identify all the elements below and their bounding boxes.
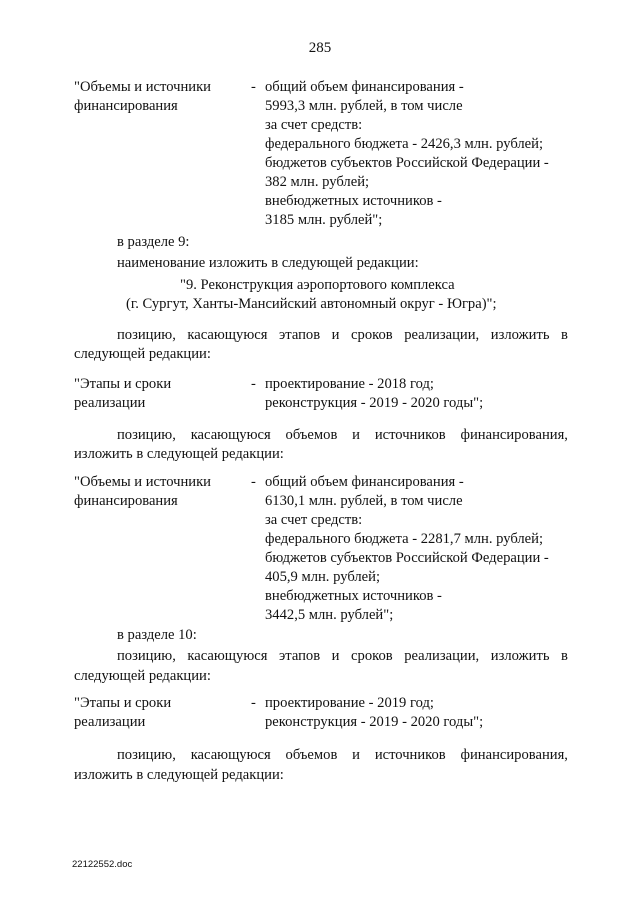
word: касающуюся [190, 427, 271, 443]
value-line: общий объем финансирования - [265, 79, 464, 95]
label-line: реализации [74, 714, 146, 730]
word: касающуюся [187, 648, 268, 664]
paragraph-stages-2 [117, 647, 568, 666]
value-line: проектирование - 2018 год; [265, 376, 434, 392]
word: сроков [351, 648, 393, 664]
word: позицию, [117, 747, 176, 763]
word: объемов [285, 747, 338, 763]
word: касающуюся [187, 327, 268, 343]
value-line: проектирование - 2019 год; [265, 695, 434, 711]
word: в [561, 648, 568, 664]
word: и [352, 427, 360, 443]
label-line: финансирования [74, 493, 178, 509]
dash: - [251, 79, 256, 95]
paragraph-volumes-1-line-2: изложить в следующей редакции: [74, 446, 284, 462]
value-line: 3442,5 млн. рублей"; [265, 607, 394, 623]
word: реализации, [404, 327, 480, 343]
word: позицию, [117, 648, 176, 664]
financing-label [74, 473, 249, 511]
word: источников [374, 747, 446, 763]
label-line: "Этапы и сроки [74, 695, 172, 711]
value-line: внебюджетных источников - [265, 588, 442, 604]
value-line: 3185 млн. рублей"; [265, 212, 383, 228]
label-line: реализации [74, 395, 146, 411]
paragraph-stages-2-line-2: следующей редакции: [74, 668, 211, 684]
value-line: федерального бюджета - 2281,7 млн. рублей; [265, 531, 544, 547]
value-line: 405,9 млн. рублей; [265, 569, 381, 585]
paragraph-volumes-2 [117, 746, 568, 765]
paragraph-volumes-1 [117, 426, 568, 445]
label-line: финансирования [74, 98, 178, 114]
value-line: 382 млн. рублей; [265, 174, 370, 190]
stages-value [265, 694, 483, 732]
label-line: "Объемы и источники [74, 79, 211, 95]
label-line: "Этапы и сроки [74, 376, 172, 392]
paragraph-stages-1 [117, 326, 568, 345]
value-line: 5993,3 млн. рублей, в том числе [265, 98, 463, 114]
value-line: реконструкция - 2019 - 2020 годы"; [265, 395, 484, 411]
stages-label [74, 694, 249, 732]
label-line: "Объемы и источники [74, 474, 211, 490]
value-line: внебюджетных источников - [265, 193, 442, 209]
dash: - [251, 376, 256, 392]
word: и [331, 648, 340, 664]
word: сроков [351, 327, 393, 343]
value-line: за счет средств: [265, 512, 363, 528]
section-9-title-line-2: (г. Сургут, Ханты-Мансийский автономный округ - Югра)"; [126, 296, 497, 312]
stages-label [74, 375, 249, 413]
financing-value [265, 473, 549, 625]
word: этапов [279, 648, 321, 664]
word: позицию, [117, 427, 176, 443]
word: и [331, 327, 340, 343]
word: финансирования, [460, 747, 568, 763]
value-line: 6130,1 млн. рублей, в том числе [265, 493, 463, 509]
dash: - [251, 474, 256, 490]
value-line: за счет средств: [265, 117, 363, 133]
financing-value [265, 78, 549, 230]
financing-label [74, 78, 249, 116]
footer-filename: 22122552.doc [72, 859, 133, 870]
word: финансирования, [460, 427, 568, 443]
word: в [561, 327, 568, 343]
value-line: федерального бюджета - 2426,3 млн. рублей; [265, 136, 544, 152]
section-10-heading: в разделе 10: [117, 627, 197, 643]
word: этапов [279, 327, 321, 343]
section-9-title-line-1: "9. Реконструкция аэропортового комплекса [180, 277, 455, 293]
word: изложить [490, 327, 550, 343]
value-line: бюджетов субъектов Российской Федерации - [265, 155, 549, 171]
word: позицию, [117, 327, 176, 343]
value-line: реконструкция - 2019 - 2020 годы"; [265, 714, 484, 730]
section-9-name-intro: наименование изложить в следующей редакции: [117, 255, 419, 271]
word: и [352, 747, 360, 763]
paragraph-stages-1-line-2: следующей редакции: [74, 346, 211, 362]
word: касающуюся [190, 747, 271, 763]
page-number: 285 [308, 40, 332, 56]
word: изложить [490, 648, 550, 664]
paragraph-volumes-2-line-2: изложить в следующей редакции: [74, 767, 284, 783]
stages-value [265, 375, 483, 413]
word: источников [374, 427, 446, 443]
word: объемов [285, 427, 338, 443]
dash: - [251, 695, 256, 711]
value-line: бюджетов субъектов Российской Федерации - [265, 550, 549, 566]
word: реализации, [404, 648, 480, 664]
value-line: общий объем финансирования - [265, 474, 464, 490]
section-9-heading: в разделе 9: [117, 234, 190, 250]
